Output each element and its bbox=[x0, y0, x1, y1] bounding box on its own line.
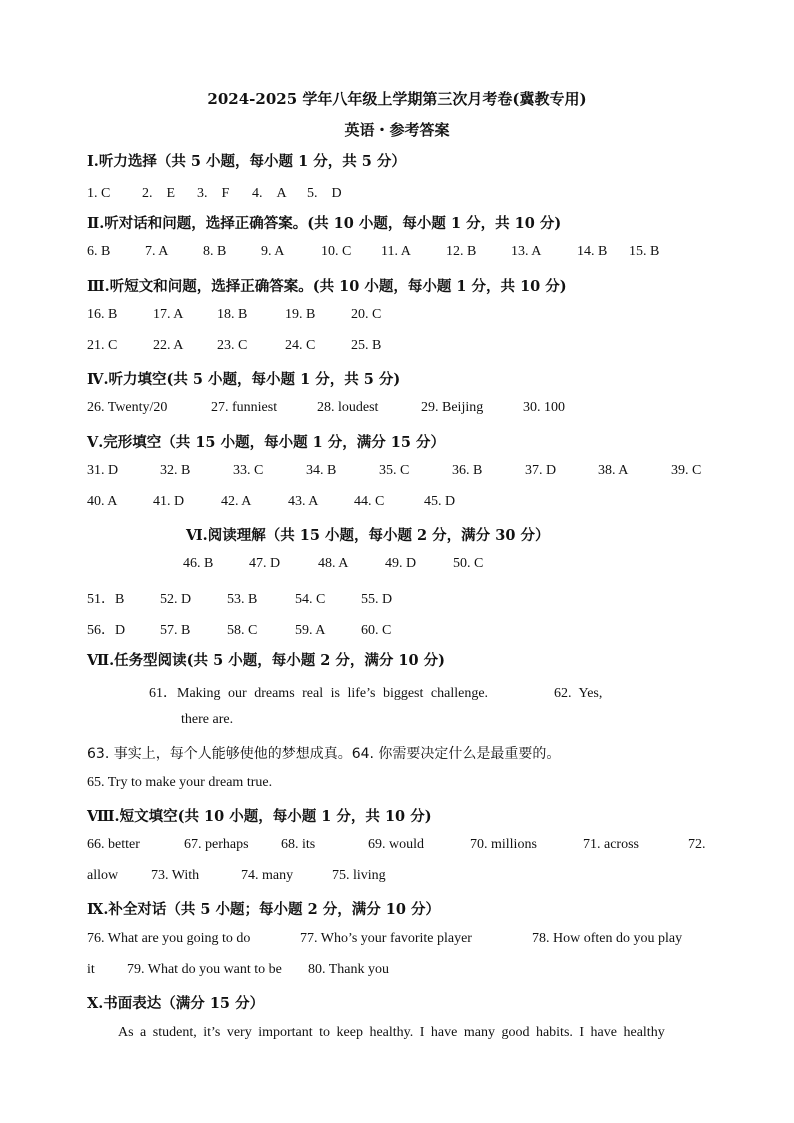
answer-item: 13. A bbox=[511, 244, 542, 259]
answer-item: it bbox=[87, 962, 95, 977]
section-heading-9: Ⅸ.补全对话（共 5 小题；每小题 2 分，满分 10 分） bbox=[87, 901, 441, 918]
answer-row bbox=[183, 556, 794, 572]
answer-item: 34. B bbox=[306, 463, 337, 478]
answer-item: 9. A bbox=[261, 244, 285, 259]
section-heading-7: Ⅶ.任务型阅读(共 5 小题，每小题 2 分，满分 10 分) bbox=[87, 652, 446, 669]
answer-row bbox=[87, 182, 794, 202]
document-subtitle: 英语・参考答案 bbox=[344, 121, 450, 139]
answer-item: 1. C bbox=[87, 186, 111, 201]
answer-item: 50. C bbox=[453, 556, 484, 571]
answer-item: 15. B bbox=[629, 244, 660, 259]
answer-item: 37. D bbox=[525, 463, 557, 478]
answer-item: 75. living bbox=[332, 868, 386, 883]
answer-item: 10. C bbox=[321, 244, 352, 259]
section-heading-2: Ⅱ.听对话和问题，选择正确答案。(共 10 小题，每小题 1 分，共 10 分) bbox=[87, 215, 562, 232]
answer-item: 40. A bbox=[87, 494, 118, 509]
answer-item: 32. B bbox=[160, 463, 191, 478]
answer-item: 30. 100 bbox=[523, 400, 565, 415]
section-heading-5: Ⅴ.完形填空（共 15 小题，每小题 1 分，满分 15 分） bbox=[87, 434, 446, 451]
answer-item: 48. A bbox=[318, 556, 349, 571]
answer-item: 31. D bbox=[87, 463, 119, 478]
answer-item: 78. How often do you play bbox=[532, 931, 683, 946]
answer-item: 28. loudest bbox=[317, 400, 379, 415]
answer-row bbox=[149, 682, 794, 702]
answer-item: 39. C bbox=[671, 463, 702, 478]
answer-item: 57. B bbox=[160, 623, 191, 638]
answer-item: 29. Beijing bbox=[421, 400, 484, 415]
answer-item: 46. B bbox=[183, 556, 214, 571]
answer-item: 62. Yes, bbox=[554, 686, 603, 701]
answer-item: 36. B bbox=[452, 463, 483, 478]
answer-item: 67. perhaps bbox=[184, 837, 249, 852]
answer-item: 79. What do you want to be bbox=[127, 962, 282, 977]
section-heading-8: Ⅷ.短文填空(共 10 小题，每小题 1 分，共 10 分) bbox=[87, 808, 432, 825]
answer-item: 43. A bbox=[288, 494, 319, 509]
answer-item: 33. C bbox=[233, 463, 264, 478]
answer-item: 65. Try to make your dream true. bbox=[87, 775, 273, 790]
answer-row bbox=[87, 588, 794, 608]
answer-item: 74. many bbox=[241, 868, 294, 883]
answer-item: 70. millions bbox=[470, 837, 537, 852]
answer-item: 23. C bbox=[217, 338, 248, 353]
answer-row bbox=[87, 868, 794, 884]
answer-item: 19. B bbox=[285, 307, 316, 322]
answer-row bbox=[87, 962, 794, 978]
answer-item: 63. 事实上，每个人能够使他的梦想成真。64. 你需要决定什么是最重要的。 bbox=[87, 746, 561, 762]
answer-row bbox=[87, 307, 794, 323]
answer-item: 47. D bbox=[249, 556, 281, 571]
answer-item: 42. A bbox=[221, 494, 252, 509]
answer-item: 24. C bbox=[285, 338, 316, 353]
answer-row bbox=[87, 837, 794, 853]
answer-item: 54. C bbox=[295, 592, 326, 607]
answer-item: 59. A bbox=[295, 623, 326, 638]
essay-text: As a student, it’s very important to keep healthy. I have many good habits. I have healthy bbox=[118, 1025, 665, 1040]
answer-item: 12. B bbox=[446, 244, 477, 259]
document-title: 2024-2025 学年八年级上学期第三次月考卷(冀教专用) bbox=[207, 90, 587, 108]
answer-item: 20. C bbox=[351, 307, 382, 322]
answer-item: 52. D bbox=[160, 592, 192, 607]
answer-item: 72. bbox=[688, 837, 706, 852]
answer-row bbox=[87, 338, 794, 354]
answer-item: 14. B bbox=[577, 244, 608, 259]
answer-item: 80. Thank you bbox=[308, 962, 390, 977]
answer-row bbox=[87, 463, 794, 479]
answer-item: 18. B bbox=[217, 307, 248, 322]
answer-item: 21. C bbox=[87, 338, 118, 353]
answer-item: 60. C bbox=[361, 623, 392, 638]
answer-row bbox=[87, 400, 794, 416]
answer-row bbox=[87, 619, 794, 639]
answer-item: there are. bbox=[181, 712, 234, 727]
answer-item: allow bbox=[87, 868, 119, 883]
answer-item: 3. F bbox=[197, 186, 230, 201]
answer-row bbox=[87, 244, 794, 260]
answer-item: 11. A bbox=[381, 244, 411, 259]
answer-item: 7. A bbox=[145, 244, 169, 259]
answer-row bbox=[87, 931, 794, 947]
answer-item: 44. C bbox=[354, 494, 385, 509]
answer-item: 4. A bbox=[252, 186, 287, 201]
answer-item: 49. D bbox=[385, 556, 417, 571]
section-heading-1: Ⅰ.听力选择（共 5 小题，每小题 1 分，共 5 分） bbox=[87, 153, 406, 170]
answer-item: 16. B bbox=[87, 307, 118, 322]
answer-item: 51．B bbox=[87, 592, 125, 607]
answer-item: 71. across bbox=[583, 837, 639, 852]
answer-item: 76. What are you going to do bbox=[87, 931, 251, 946]
answer-item: 25. B bbox=[351, 338, 382, 353]
section-heading-4: Ⅳ.听力填空(共 5 小题，每小题 1 分，共 5 分) bbox=[87, 371, 401, 388]
answer-item: 58. C bbox=[227, 623, 258, 638]
answer-item: 66. better bbox=[87, 837, 140, 852]
section-heading-10: Ⅹ.书面表达（满分 15 分） bbox=[87, 995, 265, 1012]
answer-item: 5. D bbox=[307, 186, 342, 201]
answer-item: 73. With bbox=[151, 868, 200, 883]
answer-item: 6. B bbox=[87, 244, 111, 259]
section-heading-3: Ⅲ.听短文和问题，选择正确答案。(共 10 小题，每小题 1 分，共 10 分) bbox=[87, 278, 567, 295]
answer-item: 38. A bbox=[598, 463, 629, 478]
answer-item: 35. C bbox=[379, 463, 410, 478]
answer-item: 22. A bbox=[153, 338, 184, 353]
answer-item: 68. its bbox=[281, 837, 316, 852]
answer-item: 8. B bbox=[203, 244, 227, 259]
answer-row bbox=[87, 494, 794, 510]
answer-item: 69. would bbox=[368, 837, 424, 852]
answer-item: 77. Who’s your favorite player bbox=[300, 931, 472, 946]
answer-item: 56．D bbox=[87, 623, 126, 638]
answer-item: 27. funniest bbox=[211, 400, 278, 415]
answer-item: 17. A bbox=[153, 307, 184, 322]
answer-item: 45. D bbox=[424, 494, 456, 509]
section-heading-6: Ⅵ.阅读理解（共 15 小题，每小题 2 分，满分 30 分） bbox=[186, 527, 550, 544]
answer-item: 41. D bbox=[153, 494, 185, 509]
answer-item: 53. B bbox=[227, 592, 258, 607]
answer-item: 61．Making our dreams real is life’s biggest challenge. bbox=[149, 686, 489, 701]
answer-item: 55. D bbox=[361, 592, 393, 607]
answer-item: 26. Twenty/20 bbox=[87, 400, 168, 415]
answer-item: 2. E bbox=[142, 186, 176, 201]
